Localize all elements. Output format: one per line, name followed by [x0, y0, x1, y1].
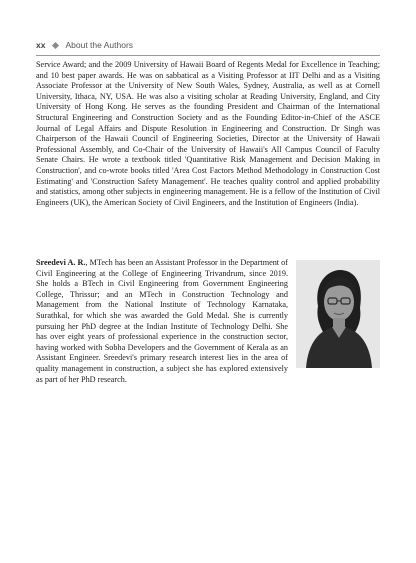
- author-portrait-icon: [296, 260, 380, 368]
- header-divider: [36, 55, 380, 56]
- previous-author-paragraph: Service Award; and the 2009 University of Hawaii Board of Regents Medal for Excellence in Teaching; and 10 best paper awards. He was on sabbatical as a Visiting Professor at IIT Delhi and as a Visiting Associate Professor at the University of New South Wales, Sydney, Australia, as well as at Cornell University, Ithaca, NY, USA. He was also a visiting scholar at Reading University, England, and City University of Hong Kong. He serves as the founding President and Chairman of the International Structural Engineering and Construction Society and as the Founding Editor-in-Chief of the ASCE Journal of Legal Affairs and Dispute Resolution in Engineering and Construction. Dr Singh was Chairperson of the Hawaii Council of Engineering Societies, Director at the University of Hawaii Professional Assembly, and Co-Chair of the University of Hawaii's All Campus Council of Faculty Senate Chairs. He wrote a textbook titled 'Quantitative Risk Management and Decision Making in Construction', and co-wrote books titled 'Area Cost Factors Method Methodology in Construction Cost Estimating' and 'Construction Safety Management'. He teaches quality control and applied probability and statistics, among other subjects in engineering management. He is a fellow of the Institution of Civil Engineers (UK), the American Society of Civil Engineers, and the Institution of Engineers (India).: [36, 60, 380, 207]
- author-bio-text: , MTech has been an Assistant Professor in the Department of Civil Engineering at the College of Engineering Trivandrum, since 2019. She holds a BTech in Civil Engineering from Government Engineering College, Thrissur; and an MTech in Construction Technology and Management from the National Institute of Technology Karnataka, Surathkal, for which she was awarded the Gold Medal. She is currently pursuing her PhD degree at the Indian Institute of Technology Delhi. She has over eight years of professional experience in the construction sector, having worked with Sobha Developers and the Government of Kerala as an Assistant Engineer. Sreedevi's primary research interest lies in the area of quality management in construction, a subject she has explored extensively as part of her PhD research.: [36, 258, 288, 384]
- running-header: [36, 38, 380, 52]
- section-title: About the Authors: [65, 40, 134, 50]
- author-bio-block: [36, 258, 380, 385]
- author-photo: [296, 260, 380, 368]
- page-number: xx: [36, 40, 46, 50]
- diamond-icon: [52, 41, 59, 48]
- author-name: Sreedevi A. R.: [36, 258, 86, 267]
